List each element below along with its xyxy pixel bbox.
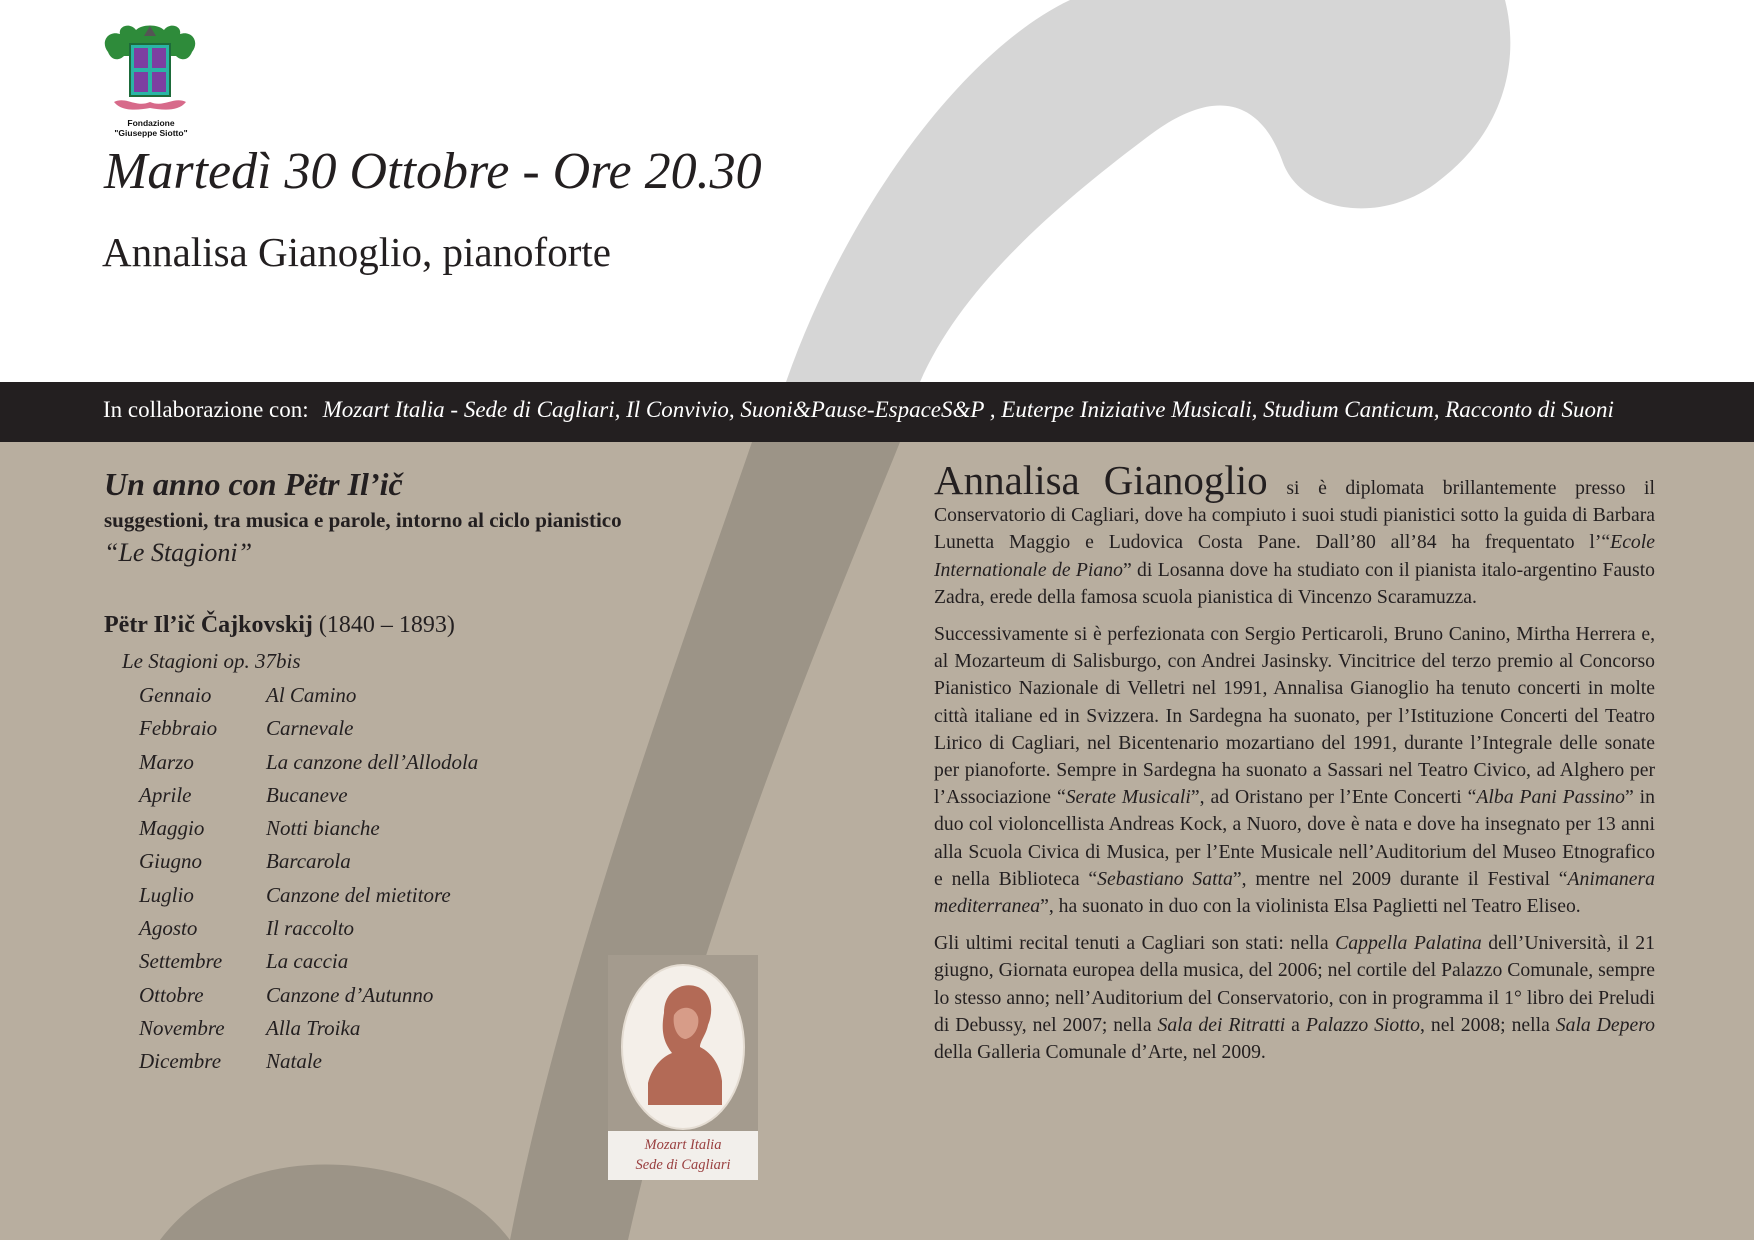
bio-paragraph-1 [934, 457, 1656, 611]
bio-text: , nel 2008; nella [1420, 1013, 1556, 1036]
piece-title: Canzone d’Autunno [266, 982, 434, 1007]
bio-text-italic: Alba Pani Passino [1476, 786, 1625, 809]
piece-month: Novembre [139, 1015, 225, 1040]
composer-dates: (1840 – 1893) [318, 612, 455, 638]
piece-title: Alla Troika [266, 1015, 361, 1040]
bio-text-italic: Serate Musicali [1065, 786, 1191, 809]
piece-title: Carnevale [266, 716, 354, 741]
piece-title: Natale [266, 1049, 322, 1074]
collaboration-label: In collaborazione con: [103, 397, 309, 422]
bio-text: ”, mentre nel 2009 durante il Festival “ [1232, 867, 1568, 890]
composer-name: Pëtr Il’ič Čajkovskij [104, 612, 313, 638]
piece-title: Barcarola [266, 849, 351, 874]
piece-row [139, 1013, 478, 1046]
piece-month: Settembre [139, 949, 223, 974]
event-date-time: Martedì 30 Ottobre - Ore 20.30 [104, 143, 762, 200]
collaboration-band [0, 382, 1754, 442]
clef-bulb-lower [160, 1164, 510, 1240]
medallion-caption [608, 1131, 758, 1180]
piece-row [139, 780, 478, 813]
medallion-caption-line1: Mozart Italia [644, 1137, 722, 1153]
piece-title: Canzone del mietitore [266, 882, 451, 907]
logo-caption [86, 118, 216, 138]
piece-row [139, 980, 478, 1013]
piece-month: Luglio [139, 882, 194, 907]
piece-month: Aprile [139, 782, 192, 807]
piece-title: La caccia [266, 949, 349, 974]
piece-title: Notti bianche [266, 816, 380, 841]
piece-row [139, 913, 478, 946]
piece-month: Giugno [139, 849, 202, 874]
composer-line [104, 610, 744, 640]
bio-text: Gli ultimi recital tenuti a Cagliari son stati: nella [934, 932, 1336, 955]
piece-row [139, 1046, 478, 1079]
bio-text: ” di Losanna dove ha studiato con il pianista italo-argentino Fausto Zadra, erede della famosa scuola pianistica di Vincenzo Scaramuzza. [934, 558, 1656, 608]
piece-row [139, 680, 478, 713]
bio-text-italic: Sala dei Ritratti [1157, 1013, 1286, 1036]
program-subtitle-work: “Le Stagioni” [104, 538, 253, 567]
piece-month: Maggio [139, 816, 205, 841]
mozart-italia-medallion [608, 955, 758, 1180]
piece-title: Al Camino [266, 683, 357, 707]
piece-month: Febbraio [139, 716, 218, 741]
bio-text: dell’Università, il 21 giugno, Giornata europea della musica, del 2006; nel cortile del Palazzo Comunale, sempre lo stesso anno; nell’Auditorium del Conservatorio, con in programma il 1° libro dei Preludi di Debussy, nel 2007; nella [934, 932, 1655, 1036]
piece-month: Marzo [139, 749, 194, 774]
bio-paragraph-2 [934, 621, 1655, 920]
bio-text-italic: Sebastiano Satta [1097, 867, 1233, 890]
piece-row [139, 946, 478, 979]
piece-month: Gennaio [139, 683, 212, 707]
pieces-list [139, 680, 478, 1080]
piece-row [139, 846, 478, 879]
piece-month: Dicembre [139, 1049, 222, 1074]
biography-column [934, 457, 1656, 1076]
bio-text: si è diplomata brillantemente presso il Conservatorio di Cagliari, dove ha compiuto i suoi studi pianistici sotto la guida di Barbara Lunetta Maggio e Ludovica Costa Pane. Dall’80 all’84 ha frequentato l’“ [934, 477, 1655, 554]
clef-stroke-upper [786, 0, 1510, 382]
bio-text-italic: Palazzo Siotto [1305, 1013, 1421, 1036]
piece-title: Bucaneve [266, 782, 348, 807]
bio-text: ” in duo col violoncellista Andreas Kock, a Nuoro, dove è nata e dove ha insegnato per 13 anni alla Scuola Civica di Musica, per l’Ente Musicale nell’Auditorium del Museo Etnografico e nella Biblioteca “ [934, 786, 1655, 890]
medallion-caption-line2: Sede di Cagliari [635, 1157, 731, 1173]
collaboration-partners: Mozart Italia - Sede di Cagliari, Il Convivio, Suoni&Pause-EspaceS&P , Euterpe Iniziative Musicali, Studium Canticum, Racconto di Suoni [322, 397, 1614, 422]
bio-text: a [1285, 1013, 1306, 1036]
bio-text: ”, ha suonato in duo con la violinista Elsa Paglietti nel Teatro Eliseo. [1040, 895, 1581, 918]
piece-month: Ottobre [139, 982, 204, 1007]
collaboration-text [103, 397, 1614, 423]
mozart-portrait-image [608, 955, 758, 1131]
bio-text-italic: Sala Depero [1555, 1013, 1655, 1036]
bio-text: Successivamente si è perfezionata con Sergio Perticaroli, Bruno Canino, Mirtha Herrera e, al Mozarteum di Salisburgo, con Andrei Jasinsky. Vincitrice del terzo premio al Concorso Pianistico Nazionale di Velletri nel 1991, Annalisa Gianoglio ha tenuto concerti in molte città italiane ed in Svizzera. In Sardegna ha suonato, per l’Istituzione Concerti del Teatro Lirico di Cagliari, nel Bicentenario mozartiano del 1991, durante l’Integrale delle sonate per pianoforte. Sempre in Sardegna ha suonato a Sassari nel Teatro Civico, ad Alghero per l’Associazione “ [934, 623, 1655, 809]
bio-text-italic: Cappella Palatina [1335, 932, 1482, 955]
bio-text-italic: Animanera mediterranea [934, 867, 1656, 918]
bio-text: della Galleria Comunale d’Arte, nel 2009. [934, 1041, 1266, 1064]
piece-title: La canzone dell’Allodola [266, 749, 479, 774]
logo-caption-line1: Fondazione [127, 118, 175, 128]
logo-caption-line2: "Giuseppe Siotto" [114, 128, 188, 138]
event-performer: Annalisa Gianoglio, pianoforte [102, 229, 611, 275]
work-title: Le Stagioni op. 37bis [122, 649, 301, 673]
piece-title: Il raccolto [266, 916, 355, 941]
piece-month: Agosto [139, 916, 198, 941]
piece-row [139, 747, 478, 780]
program-title: Un anno con Pëtr Il’ič [104, 466, 403, 502]
bio-performer-name: Annalisa Gianoglio [934, 457, 1268, 503]
bio-paragraph-3 [934, 930, 1655, 1066]
piece-row [139, 713, 478, 746]
piece-row [139, 880, 478, 913]
bio-text: ”, ad Oristano per l’Ente Concerti “ [1190, 786, 1477, 809]
program-subtitle: suggestioni, tra musica e parole, intorno al ciclo pianistico [104, 508, 622, 532]
bio-text-italic: Ecole Internationale de Piano [934, 531, 1655, 581]
piece-row [139, 813, 478, 846]
